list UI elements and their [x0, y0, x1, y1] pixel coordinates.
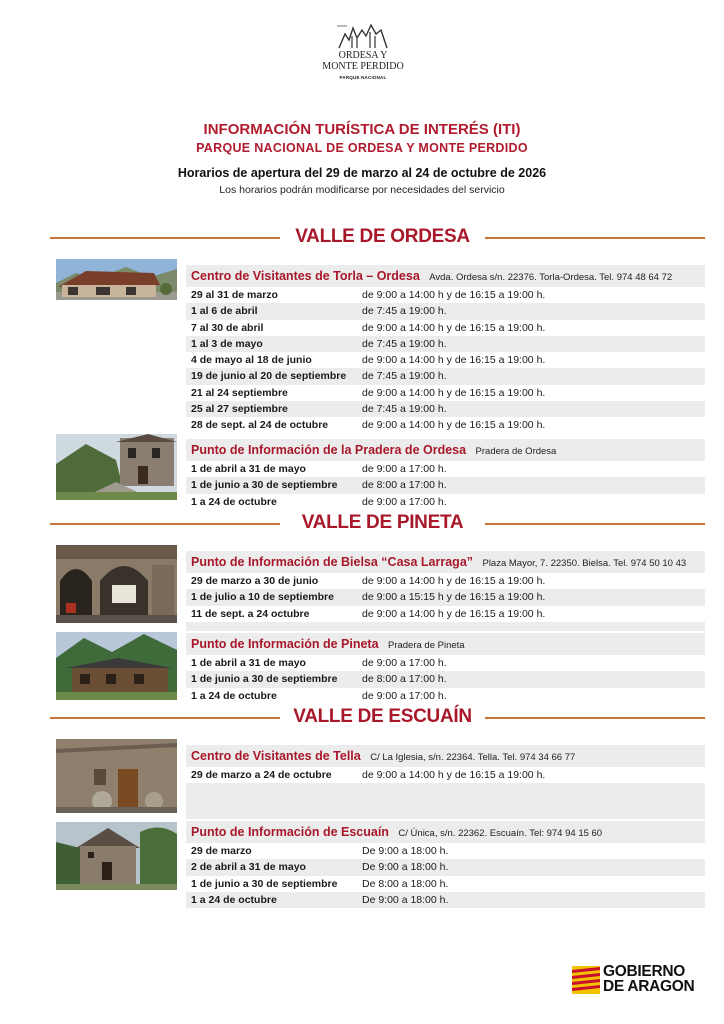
row-period: 1 de abril a 31 de mayo: [191, 463, 306, 475]
row-hours: de 8:00 a 17:00 h.: [362, 479, 447, 492]
row-hours: de 9:00 a 14:00 h y de 16:15 a 19:00 h.: [362, 386, 546, 399]
photo-casa-larraga: [56, 545, 177, 623]
row-hours: de 7:45 a 19:00 h.: [362, 403, 447, 416]
photo-pradera-ordesa: [56, 434, 177, 500]
center-header: [186, 439, 705, 461]
schedule-row: [186, 688, 705, 704]
schedule-row: [186, 606, 705, 622]
schedule-row: [186, 671, 705, 687]
row-period: 1 de junio a 30 de septiembre: [191, 877, 338, 890]
row-hours: de 7:45 a 19:00 h.: [362, 370, 447, 383]
divider-line: [50, 717, 280, 719]
center-escuain: [186, 821, 705, 908]
valley-name: VALLE DE PINETA: [301, 512, 464, 533]
schedule-row: [186, 477, 705, 493]
schedule-row: [186, 655, 705, 671]
row-hours: de 9:00 a 14:00 h y de 16:15 a 19:00 h.: [362, 289, 546, 301]
valley-name: VALLE DE ORDESA: [295, 226, 470, 247]
row-hours: de 7:45 a 19:00 h.: [362, 305, 447, 318]
row-period: 21 al 24 septiembre: [191, 386, 288, 399]
row-period: 19 de junio al 20 de septiembre: [191, 370, 347, 383]
photo-escuain: [56, 822, 177, 890]
row-hours: De 9:00 a 18:00 h.: [362, 845, 449, 857]
schedule-note: Los horarios podrán modificarse por necesidades del servicio: [219, 184, 505, 196]
row-period: 1 a 24 de octubre: [191, 893, 277, 906]
center-header: [186, 821, 705, 843]
center-pineta: [186, 633, 705, 704]
schedule-row: [186, 336, 705, 352]
schedule-row: [186, 494, 705, 510]
center-tella: [186, 745, 705, 819]
row-hours: de 9:00 a 14:00 h y de 16:15 a 19:00 h.: [362, 354, 546, 367]
row-hours: de 9:00 a 17:00 h.: [362, 463, 447, 475]
row-period: 1 al 3 de mayo: [191, 337, 263, 350]
schedule-row: [186, 843, 705, 859]
photo-pineta: [56, 632, 177, 700]
row-period: 29 de marzo a 30 de junio: [191, 575, 319, 587]
center-name: Punto de Información de Bielsa “Casa Larraga”: [191, 555, 474, 569]
center-header: [186, 265, 705, 287]
row-period: 1 de abril a 31 de mayo: [191, 657, 306, 669]
row-hours: de 9:00 a 14:00 h y de 16:15 a 19:00 h.: [362, 769, 546, 781]
center-header: [186, 633, 705, 655]
row-period: 1 al 6 de abril: [191, 305, 258, 318]
center-name: Centro de Visitantes de Torla – Ordesa: [191, 269, 420, 283]
center-address: Pradera de Ordesa: [475, 446, 557, 457]
schedule-row: [186, 320, 705, 336]
row-period: 1 de julio a 10 de septiembre: [191, 591, 334, 604]
schedule-row: [186, 461, 705, 477]
divider-line: [485, 717, 705, 719]
row-hours: de 9:00 a 14:00 h y de 16:15 a 19:00 h.: [362, 419, 546, 432]
row-period: 11 de sept. a 24 octubre: [191, 607, 310, 620]
block-spacer: [186, 783, 705, 819]
schedule-row: [186, 352, 705, 368]
gov-line1: GOBIERNO: [603, 963, 685, 980]
divider-line: [485, 237, 705, 239]
row-period: 4 de mayo al 18 de junio: [191, 354, 312, 367]
park-logo: [318, 22, 408, 80]
row-hours: De 9:00 a 18:00 h.: [362, 861, 449, 874]
opening-dates: Horarios de apertura del 29 de marzo al 24 de octubre de 2026: [177, 166, 547, 180]
center-name: Punto de Información de Pineta: [191, 637, 379, 651]
schedule-row: [186, 401, 705, 417]
center-address: Pradera de Pineta: [387, 640, 465, 651]
schedule-row: [186, 767, 705, 783]
logo-name-line1: ORDESA Y: [338, 50, 388, 61]
row-period: 29 de marzo: [191, 845, 252, 857]
valley-heading-pineta: [50, 510, 705, 538]
logo-sub: PARQUE NACIONAL: [339, 75, 387, 80]
row-period: 1 a 24 de octubre: [191, 495, 277, 508]
valley-heading-ordesa: [50, 224, 705, 252]
photo-tella-visitor-center: [56, 739, 177, 813]
photo-torla-visitor-center: [56, 259, 177, 300]
row-hours: de 9:00 a 17:00 h.: [362, 689, 447, 702]
row-period: 1 de junio a 30 de septiembre: [191, 479, 338, 492]
schedule-row: [186, 573, 705, 589]
gov-line2: DE ARAGON: [603, 978, 695, 995]
valley-name: VALLE DE ESCUAÍN: [293, 706, 472, 727]
schedule-row: [186, 876, 705, 892]
center-casa-larraga: [186, 551, 705, 631]
center-address: Avda. Ordesa s/n. 22376. Torla-Ordesa. Tel. 974 48 64 72: [429, 272, 673, 283]
page-title: INFORMACIÓN TURÍSTICA DE INTERÉS (ITI): [203, 121, 521, 138]
schedule-row: [186, 368, 705, 384]
aragon-flag-icon: [572, 966, 600, 994]
row-hours: de 7:45 a 19:00 h.: [362, 337, 447, 350]
divider-line: [485, 523, 705, 525]
row-period: 28 de sept. al 24 de octubre: [191, 419, 329, 432]
row-period: 1 a 24 de octubre: [191, 689, 277, 702]
center-name: Centro de Visitantes de Tella: [191, 749, 361, 763]
row-period: 25 al 27 septiembre: [191, 403, 288, 416]
schedule-row: [186, 287, 705, 303]
center-address: C/ La Iglesia, s/n. 22364. Tella. Tel. 974 34 66 77: [370, 752, 576, 763]
block-spacer: [186, 622, 705, 631]
row-hours: de 9:00 a 14:00 h y de 16:15 a 19:00 h.: [362, 575, 546, 587]
schedule-row: [186, 417, 705, 433]
row-hours: de 9:00 a 17:00 h.: [362, 657, 447, 669]
row-hours: de 8:00 a 17:00 h.: [362, 673, 447, 686]
row-period: 2 de abril a 31 de mayo: [191, 861, 306, 874]
row-period: 1 de junio a 30 de septiembre: [191, 673, 338, 686]
schedule-row: [186, 303, 705, 319]
center-name: Punto de Información de Escuaín: [191, 825, 389, 839]
mountain-logo-icon: [335, 22, 391, 50]
center-torla-ordesa: [186, 265, 705, 434]
center-header: [186, 745, 705, 767]
divider-line: [50, 237, 280, 239]
valley-heading-escuain: [50, 704, 705, 732]
row-hours: de 9:00 a 17:00 h.: [362, 495, 447, 508]
page-subtitle: PARQUE NACIONAL DE ORDESA Y MONTE PERDIDO: [196, 141, 528, 155]
schedule-row: [186, 859, 705, 875]
schedule-row: [186, 385, 705, 401]
logo-name-line2: MONTE PERDIDO: [322, 61, 404, 72]
row-period: 29 al 31 de marzo: [191, 289, 278, 301]
row-period: 7 al 30 de abril: [191, 321, 264, 334]
gobierno-aragon-logo: [572, 964, 712, 998]
schedule-row: [186, 589, 705, 605]
schedule-row: [186, 892, 705, 908]
row-hours: de 9:00 a 14:00 h y de 16:15 a 19:00 h.: [362, 607, 546, 620]
row-hours: De 9:00 a 18:00 h.: [362, 893, 449, 906]
row-period: 29 de marzo a 24 de octubre: [191, 769, 332, 781]
center-address: C/ Única, s/n. 22362. Escuaín. Tel: 974 94 15 60: [398, 828, 603, 839]
row-hours: De 8:00 a 18:00 h.: [362, 877, 449, 890]
divider-line: [50, 523, 280, 525]
center-name: Punto de Información de la Pradera de Ordesa: [191, 443, 467, 457]
row-hours: de 9:00 a 14:00 h y de 16:15 a 19:00 h.: [362, 321, 546, 334]
row-hours: de 9:00 a 15:15 h y de 16:15 a 19:00 h.: [362, 591, 546, 604]
center-pradera-ordesa: [186, 439, 705, 510]
center-address: Plaza Mayor, 7. 22350. Bielsa. Tel. 974 50 10 43: [482, 558, 687, 569]
center-header: [186, 551, 705, 573]
